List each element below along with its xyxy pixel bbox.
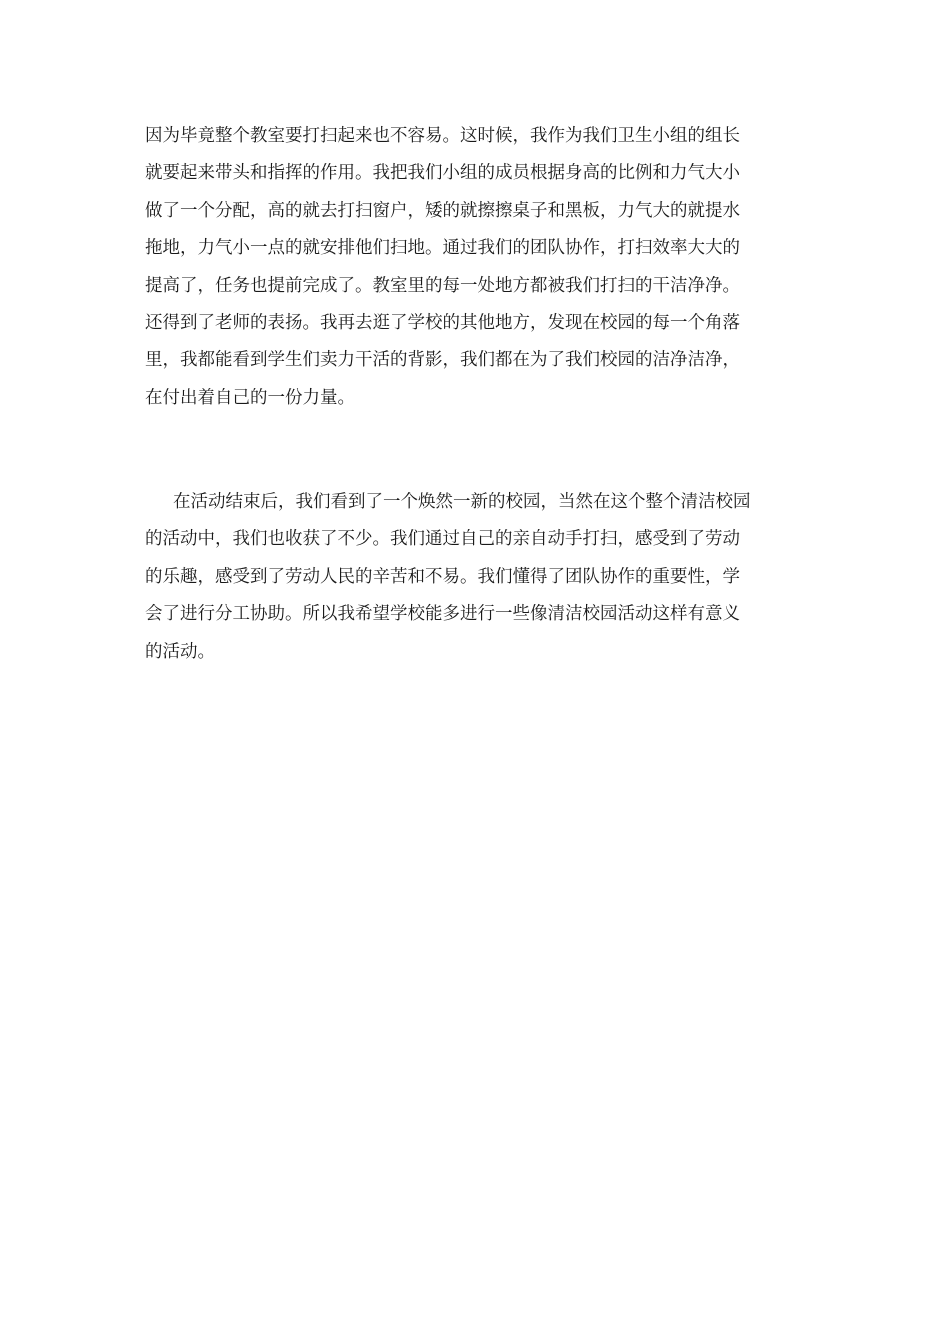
paragraph-line: 的活动。 xyxy=(145,641,215,662)
paragraph-line: 的乐趣，感受到了劳动人民的辛苦和不易。我们懂得了团队协作的重要性，学 xyxy=(145,566,740,587)
paragraph-line: 里，我都能看到学生们卖力干活的背影，我们都在为了我们校园的洁净洁净， xyxy=(145,350,740,371)
paragraph-line: 在付出着自己的一份力量。 xyxy=(145,387,355,408)
paragraph-2 xyxy=(145,484,805,671)
paragraph-line: 因为毕竟整个教室要打扫起来也不容易。这时候，我作为我们卫生小组的组长 xyxy=(145,126,740,146)
paragraph-line: 提高了，任务也提前完成了。教室里的每一处地方都被我们打扫的干洁净净。 xyxy=(145,275,740,296)
paragraph-line: 拖地，力气小一点的就安排他们扫地。通过我们的团队协作，打扫效率大大的 xyxy=(145,238,740,259)
paragraph-line: 的活动中，我们也收获了不少。我们通过自己的亲自动手打扫，感受到了劳动 xyxy=(145,529,740,550)
paragraph-line: 做了一个分配，高的就去打扫窗户，矮的就擦擦桌子和黑板，力气大的就提水 xyxy=(145,200,740,221)
paragraph-line: 会了进行分工协助。所以我希望学校能多进行一些像清洁校园活动这样有意义 xyxy=(145,604,740,625)
paragraph-line: 还得到了老师的表扬。我再去逛了学校的其他地方，发现在校园的每一个角落 xyxy=(145,313,740,334)
paragraph-1 xyxy=(145,118,805,417)
paragraph-line: 在活动结束后，我们看到了一个焕然一新的校园，当然在这个整个清洁校园 xyxy=(173,492,751,512)
paragraph-line: 就要起来带头和指挥的作用。我把我们小组的成员根据身高的比例和力气大小 xyxy=(145,163,740,184)
